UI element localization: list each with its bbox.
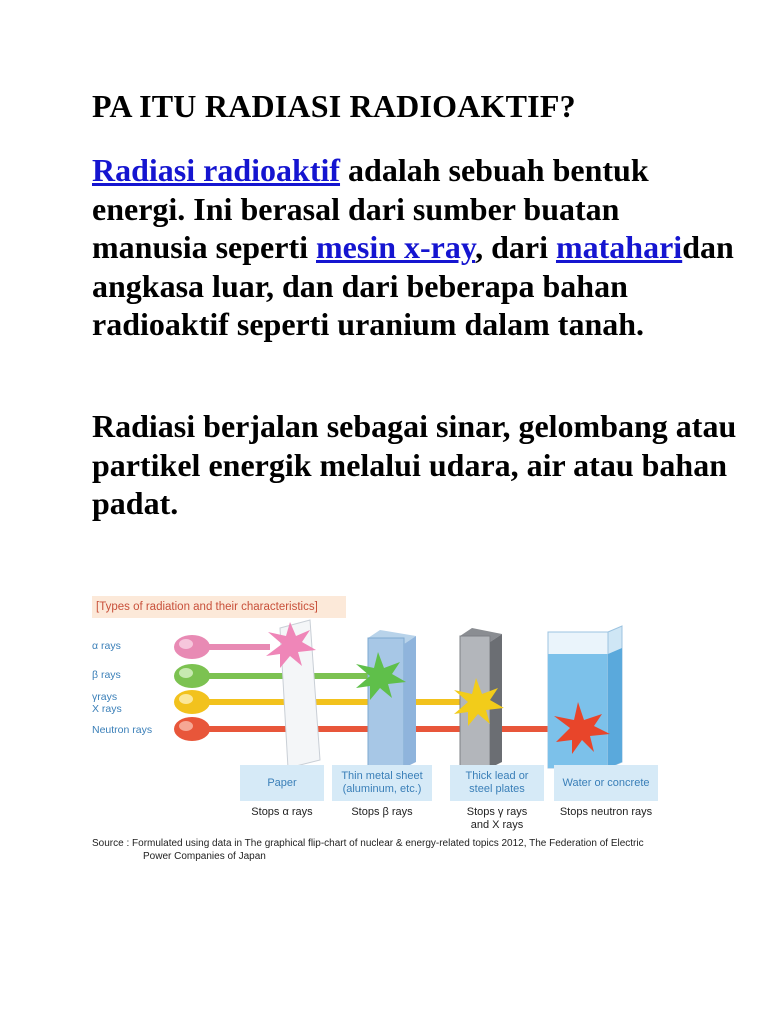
paragraph-radiation-travel: Radiasi berjalan sebagai sinar, gelombang atau partikel energik melalui udara, air atau bahan padat. bbox=[92, 408, 737, 521]
material-water: Water or concrete bbox=[554, 765, 658, 801]
page-title: PA ITU RADIASI RADIOAKTIF? bbox=[92, 88, 576, 124]
alpha-ray-label: α rays bbox=[92, 640, 121, 652]
thin-metal-sheet bbox=[368, 638, 404, 768]
para1-text-2: , dari bbox=[475, 229, 556, 265]
stops-neutron: Stops neutron rays bbox=[559, 806, 653, 818]
beta-ray-label: β rays bbox=[92, 669, 121, 681]
para1-text-3: dan angkasa luar, dan dari beberapa bahan radioaktif seperti uranium dalam tanah. bbox=[92, 229, 734, 342]
figure-title: [Types of radiation and their characteristics] bbox=[92, 596, 346, 618]
stops-alpha: Stops α rays bbox=[251, 806, 313, 818]
water-tank-side-fill bbox=[608, 648, 622, 768]
alpha-ray-head bbox=[174, 635, 210, 659]
gamma-xray-label: γrays X rays bbox=[92, 691, 122, 715]
neutron-ray-highlight bbox=[179, 721, 193, 731]
material-thin-metal: Thin metal sheet (aluminum, etc.) bbox=[332, 765, 432, 801]
link-mesin-x-ray[interactable]: mesin x-ray bbox=[316, 229, 476, 265]
link-matahari[interactable]: matahari bbox=[555, 229, 683, 265]
gamma-ray-shaft bbox=[196, 699, 486, 705]
link-radiasi-radioaktif[interactable]: Radiasi radioaktif bbox=[92, 152, 341, 188]
radiation-figure bbox=[84, 590, 684, 880]
lead-plate-side bbox=[490, 634, 502, 768]
stops-gamma-xray: Stops γ rays and X rays bbox=[466, 806, 528, 831]
beta-ray-highlight bbox=[179, 668, 193, 678]
alpha-ray-highlight bbox=[179, 639, 193, 649]
paragraph-intro bbox=[92, 151, 742, 344]
para1-text-1: adalah sebuah bentuk energi. Ini berasal dari sumber buatan manusia seperti bbox=[92, 152, 649, 265]
neutron-ray-label: Neutron rays bbox=[92, 724, 153, 736]
gamma-ray-highlight bbox=[179, 694, 193, 704]
figure-source: Source : Formulated using data in The graphical flip-chart of nuclear & energy-related topics 2012, The Federation of Electric Power Companies of Japan bbox=[92, 838, 644, 862]
metal-sheet-side bbox=[404, 636, 416, 768]
beta-ray-head bbox=[174, 664, 210, 688]
gamma-ray-head bbox=[174, 690, 210, 714]
neutron-ray-head bbox=[174, 717, 210, 741]
stops-beta: Stops β rays bbox=[351, 806, 413, 818]
material-lead: Thick lead or steel plates bbox=[450, 765, 544, 801]
material-paper: Paper bbox=[240, 765, 324, 801]
